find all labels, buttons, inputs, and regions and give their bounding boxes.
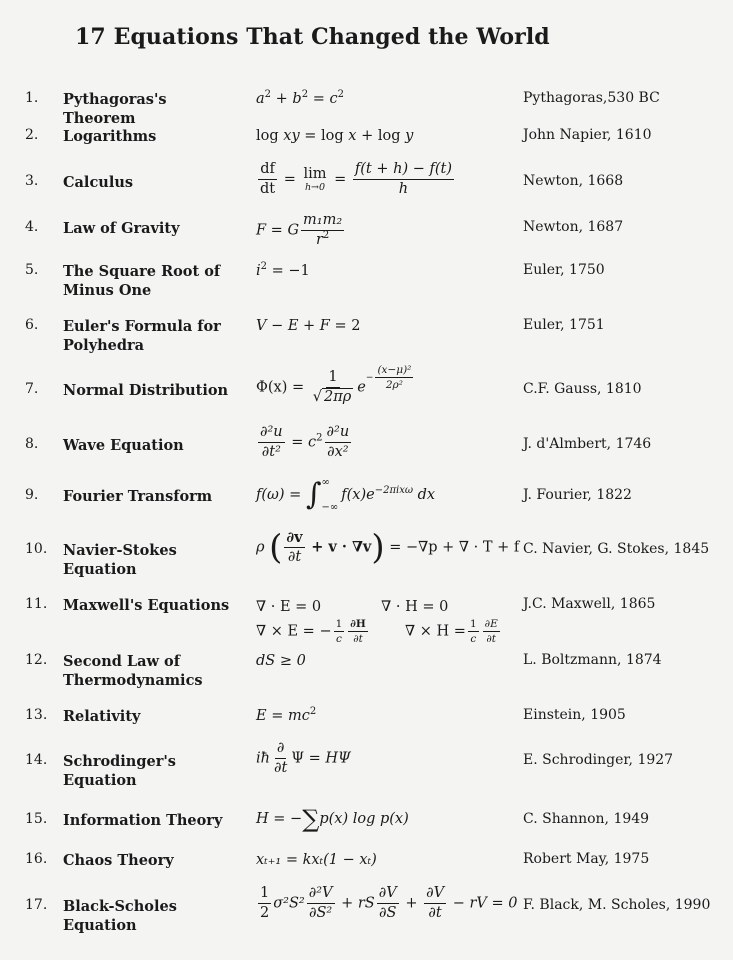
attribution: Euler, 1751	[523, 317, 605, 333]
row-number: 15.	[25, 811, 48, 827]
equation-name: Navier-Stokes Equation	[63, 542, 177, 578]
equation-name: Relativity	[63, 708, 141, 725]
row-number: 1.	[25, 90, 39, 106]
attribution: J.C. Maxwell, 1865	[523, 596, 656, 612]
attribution: C.F. Gauss, 1810	[523, 381, 642, 397]
equation: Φ(x) = $\frac{1}{√ 2\pi\rho}$ $e^{- \frac{\text{(x−μ)²}}{\text{2ρ²}}}$	[256, 363, 412, 405]
row-number: 4.	[25, 219, 39, 235]
equation-name: Calculus	[63, 174, 134, 191]
attribution: J. Fourier, 1822	[523, 487, 632, 503]
equation-name: Euler's Formula for Polyhedra	[63, 318, 221, 354]
equation: H = −∑p(x) log p(x)	[256, 805, 409, 833]
equation-name: Information Theory	[63, 812, 223, 829]
attribution: Pythagoras,530 BC	[523, 90, 660, 106]
attribution: E. Schrodinger, 1927	[523, 752, 674, 768]
attribution: Newton, 1687	[523, 219, 624, 235]
equation-name: The Square Root of Minus One	[63, 263, 221, 299]
row-number: 17.	[25, 897, 48, 913]
equation: V − E + F = 2	[256, 318, 361, 334]
equation-name: Chaos Theory	[63, 852, 174, 869]
row-number: 13.	[25, 707, 48, 723]
attribution: L. Boltzmann, 1874	[523, 652, 662, 668]
attribution: John Napier, 1610	[523, 127, 652, 143]
equation: $\frac{df}{dt}$ = lim h→0 = $\frac{f(t + h) - f(t)}{h}$	[260, 161, 452, 197]
row-number: 16.	[25, 851, 48, 867]
equation-name: Law of Gravity	[63, 220, 180, 237]
row-number: 14.	[25, 752, 48, 768]
row-number: 5.	[25, 262, 39, 278]
equation: log xy = log x + log y	[256, 128, 414, 144]
row-number: 2.	[25, 127, 39, 143]
equation-name: Black-Scholes Equation	[63, 898, 177, 934]
equation: f(ω) = ∫ ∞ −∞ $f(x)e^{-2\pi ix\omega}$ dx	[256, 477, 436, 513]
equation: $E = mc^2$	[256, 706, 317, 724]
equation: ∇ · E = 0 ∇ · H = 0 ∇ × E = − $\frac{1}{c}$ $\frac{\partial H}{\partial t}$ ∇ × H = $\frac{1}{c}$ $\frac{\partial E}{\partial t}$	[256, 599, 498, 645]
attribution: J. d'Almbert, 1746	[523, 436, 652, 452]
attribution: Einstein, 1905	[523, 707, 626, 723]
equation: F = G $\frac{\text{m₁m₂}}{r^2}$	[256, 212, 343, 248]
attribution: Euler, 1750	[523, 262, 605, 278]
row-number: 12.	[25, 652, 48, 668]
row-number: 11.	[25, 596, 48, 612]
row-number: 9.	[25, 487, 39, 503]
equation-name: Wave Equation	[63, 437, 184, 454]
equation-name: Second Law of Thermodynamics	[63, 653, 203, 689]
attribution: C. Shannon, 1949	[523, 811, 650, 827]
equation-name: Fourier Transform	[63, 488, 213, 505]
attribution: Robert May, 1975	[523, 851, 650, 867]
row-number: 6.	[25, 317, 39, 333]
equation: $\frac{\text{∂²u}}{\text{∂t²}}$ = $c^2$ $\frac{\text{∂²u}}{\text{∂x²}}$	[260, 424, 350, 460]
equation-name: Logarithms	[63, 128, 157, 145]
equation: ρ ( $\frac{\partial v}{\partial t}$ + v · ∇v) = −∇p + ∇ · T + f	[256, 527, 520, 568]
equation-name: Maxwell's Equations	[63, 597, 230, 614]
equation-name: Normal Distribution	[63, 382, 229, 399]
equation: $i^2 = -1$	[256, 261, 310, 279]
equation: $\frac{1}{2}$ σ²S² $\frac{\text{∂²V}}{\text{∂S²}}$ + rS $\frac{\partial V}{\partial S}$ + $\frac{\partial V}{\partial t}$ − rV = 0	[260, 885, 518, 921]
attribution: Newton, 1668	[523, 173, 624, 189]
equation: xₜ₊₁ = kxₜ(1 − xₜ)	[256, 852, 377, 868]
row-number: 8.	[25, 436, 39, 452]
equation: dS ≥ 0	[256, 653, 306, 669]
attribution: C. Navier, G. Stokes, 1845	[523, 541, 710, 557]
equation: $a^2 + b^2 = c^2$	[256, 89, 344, 107]
equation-name: Pythagoras's Theorem	[63, 91, 167, 127]
equation-name: Schrodinger's Equation	[63, 753, 176, 789]
row-number: 3.	[25, 173, 39, 189]
row-number: 7.	[25, 381, 39, 397]
page-title: 17 Equations That Changed the World	[75, 24, 550, 50]
row-number: 10.	[25, 541, 48, 557]
equation: iħ $\frac{\partial}{\partial t}$ Ψ = HΨ	[256, 740, 351, 776]
attribution: F. Black, M. Scholes, 1990	[523, 897, 711, 913]
